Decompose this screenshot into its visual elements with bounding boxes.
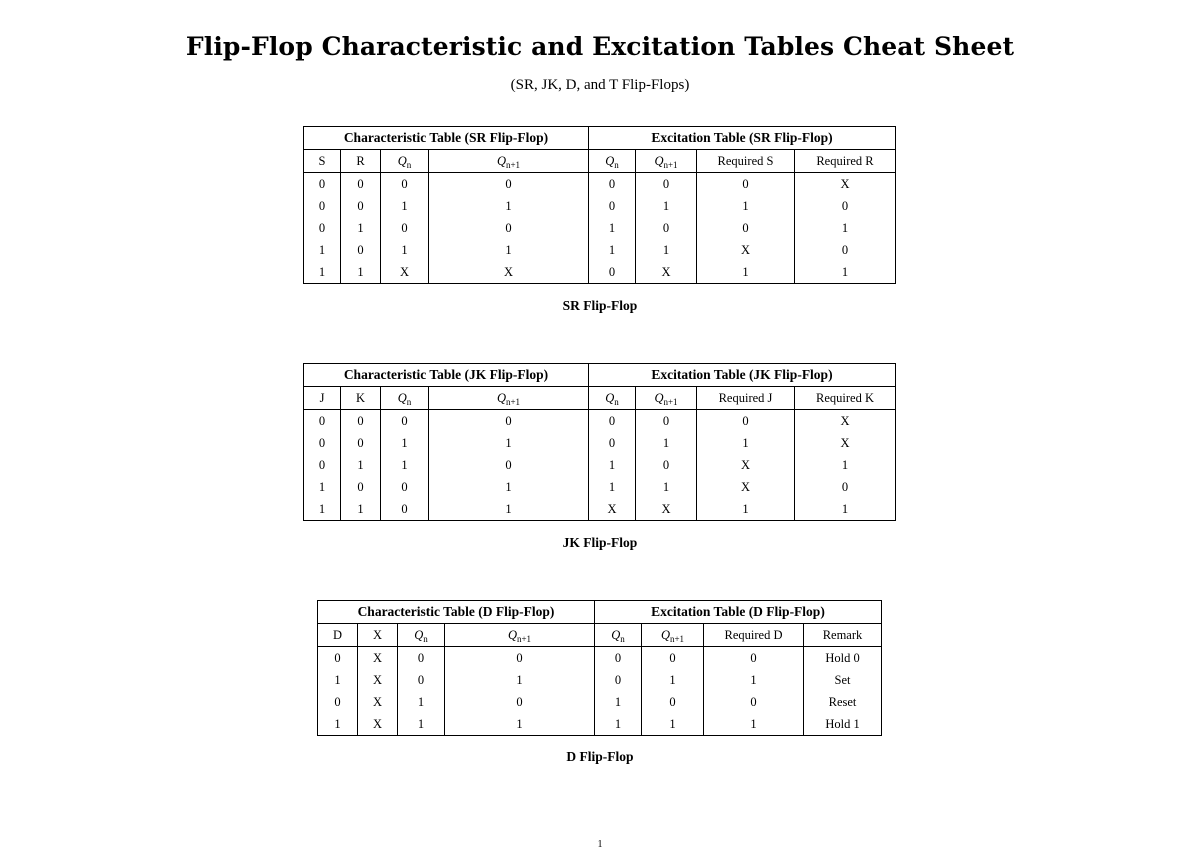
table-cell: 1: [304, 476, 341, 498]
table-cell: 1: [642, 713, 704, 736]
table-cell: 0: [341, 410, 381, 433]
table-cell: 0: [589, 195, 636, 217]
table-cell: 1: [595, 691, 642, 713]
table-cell: 1: [381, 239, 429, 261]
table-cell: 1: [429, 195, 589, 217]
table-cell: 0: [381, 498, 429, 521]
column-header-input-2: X: [358, 624, 398, 647]
sr-flip-flop-table: [303, 126, 896, 284]
table-row: [318, 691, 882, 713]
table-row: [304, 173, 896, 196]
column-header-q-next: $Q_{n+1}$: [642, 624, 704, 647]
table-cell: Set: [804, 669, 882, 691]
table-cell: 1: [398, 713, 445, 736]
table-cell: X: [697, 239, 795, 261]
table-cell: 0: [398, 647, 445, 670]
table-cell: 1: [795, 454, 896, 476]
excitation-table-title: Excitation Table (D Flip-Flop): [595, 601, 882, 624]
table-cell: X: [358, 647, 398, 670]
table-cell: 1: [381, 432, 429, 454]
column-header-input-1: D: [318, 624, 358, 647]
table-cell: 1: [341, 217, 381, 239]
table-row: [304, 498, 896, 521]
characteristic-table-title: Characteristic Table (D Flip-Flop): [318, 601, 595, 624]
table-cell: 1: [318, 713, 358, 736]
table-row: [318, 647, 882, 670]
table-cell: X: [697, 476, 795, 498]
table-cell: 0: [318, 647, 358, 670]
column-header-required-2: Required K: [795, 387, 896, 410]
table-cell: 0: [318, 691, 358, 713]
table-cell: 0: [429, 173, 589, 196]
table-cell: 0: [595, 669, 642, 691]
excitation-table-title: Excitation Table (SR Flip-Flop): [589, 127, 896, 150]
table-cell: 0: [381, 476, 429, 498]
table-cell: X: [381, 261, 429, 284]
table-cell: 0: [429, 410, 589, 433]
table-cell: 1: [445, 713, 595, 736]
table-cell: 0: [341, 432, 381, 454]
excitation-table-title: Excitation Table (JK Flip-Flop): [589, 364, 896, 387]
table-cell: X: [795, 432, 896, 454]
table-cell: 1: [429, 432, 589, 454]
table-cell: 1: [697, 432, 795, 454]
table-cell: X: [636, 261, 697, 284]
table-cell: 0: [697, 217, 795, 239]
table-cell: 1: [595, 713, 642, 736]
table-cell: 0: [795, 476, 896, 498]
column-header-q-n: $Q_n$: [589, 387, 636, 410]
table-row: [304, 410, 896, 433]
table-cell: 1: [429, 498, 589, 521]
column-header-remark: Remark: [804, 624, 882, 647]
table-cell: 0: [795, 239, 896, 261]
table-cell: 0: [429, 454, 589, 476]
page-title: Flip-Flop Characteristic and Excitation Tables Cheat Sheet: [185, 32, 1015, 61]
table-cell: 1: [642, 669, 704, 691]
table-cell: 1: [341, 498, 381, 521]
table-cell: 1: [341, 454, 381, 476]
table-cell: X: [795, 410, 896, 433]
table-cell: 1: [636, 432, 697, 454]
table-row: [304, 432, 896, 454]
table-cell: 1: [636, 195, 697, 217]
table-cell: 1: [697, 261, 795, 284]
table-cell: X: [429, 261, 589, 284]
column-header-required-1: Required S: [697, 150, 795, 173]
table-cell: 0: [341, 239, 381, 261]
table-cell: 1: [398, 691, 445, 713]
table-cell: 1: [795, 261, 896, 284]
table-cell: 0: [304, 195, 341, 217]
table-row: [318, 669, 882, 691]
table-cell: 1: [304, 261, 341, 284]
table-cell: 1: [697, 195, 795, 217]
column-header-required-1: Required D: [704, 624, 804, 647]
table-cell: 0: [341, 173, 381, 196]
column-header-q-n: $Q_n$: [595, 624, 642, 647]
table-cell: 1: [636, 239, 697, 261]
table-row: [304, 217, 896, 239]
table-cell: 0: [341, 476, 381, 498]
table-cell: X: [358, 669, 398, 691]
table-cell: 1: [429, 239, 589, 261]
table-cell: X: [358, 691, 398, 713]
table-cell: 0: [589, 173, 636, 196]
table-cell: 0: [595, 647, 642, 670]
column-header-input-1: S: [304, 150, 341, 173]
column-header-input-2: K: [341, 387, 381, 410]
table-cell: 1: [429, 476, 589, 498]
column-header-q-next: $Q_{n+1}$: [429, 387, 589, 410]
table-row: [304, 454, 896, 476]
table-cell: 0: [642, 647, 704, 670]
column-header-required-2: Required R: [795, 150, 896, 173]
table-cell: 0: [381, 410, 429, 433]
table-cell: 1: [697, 498, 795, 521]
table-cell: Hold 0: [804, 647, 882, 670]
d-table-caption: D Flip-Flop: [566, 749, 634, 764]
column-header-input-2: R: [341, 150, 381, 173]
column-header-q-n: $Q_n$: [398, 624, 445, 647]
table-cell: 1: [318, 669, 358, 691]
table-cell: 1: [795, 498, 896, 521]
table-cell: 1: [304, 498, 341, 521]
table-cell: 1: [589, 476, 636, 498]
column-header-q-n: $Q_n$: [381, 387, 429, 410]
table-cell: 0: [589, 410, 636, 433]
table-cell: 1: [636, 476, 697, 498]
table-cell: 0: [697, 173, 795, 196]
table-cell: 1: [381, 454, 429, 476]
table-cell: 0: [795, 195, 896, 217]
table-cell: 0: [704, 647, 804, 670]
table-cell: 0: [636, 173, 697, 196]
page-number: 1: [597, 839, 603, 850]
table-cell: X: [358, 713, 398, 736]
table-cell: 0: [636, 217, 697, 239]
table-cell: 0: [304, 217, 341, 239]
table-cell: 0: [381, 217, 429, 239]
table-cell: 0: [636, 410, 697, 433]
column-header-input-1: J: [304, 387, 341, 410]
table-row: [304, 195, 896, 217]
table-cell: X: [589, 498, 636, 521]
page-subtitle: (SR, JK, D, and T Flip-Flops): [510, 77, 690, 93]
table-row: [304, 261, 896, 284]
jk-table-caption: JK Flip-Flop: [562, 535, 638, 550]
table-cell: 0: [636, 454, 697, 476]
table-cell: 0: [642, 691, 704, 713]
sr-table-caption: SR Flip-Flop: [562, 298, 638, 313]
table-cell: 0: [589, 261, 636, 284]
d-flip-flop-table: [317, 600, 882, 736]
table-cell: X: [636, 498, 697, 521]
table-cell: 0: [304, 432, 341, 454]
table-cell: 0: [304, 454, 341, 476]
column-header-q-next: $Q_{n+1}$: [636, 387, 697, 410]
jk-flip-flop-table: [303, 363, 896, 521]
column-header-q-n: $Q_n$: [381, 150, 429, 173]
column-header-required-1: Required J: [697, 387, 795, 410]
table-cell: 0: [445, 647, 595, 670]
table-cell: 1: [341, 261, 381, 284]
table-cell: 1: [381, 195, 429, 217]
table-cell: 0: [304, 410, 341, 433]
column-header-q-next: $Q_{n+1}$: [636, 150, 697, 173]
table-cell: 1: [589, 217, 636, 239]
table-cell: 0: [697, 410, 795, 433]
table-cell: 1: [589, 454, 636, 476]
table-cell: 0: [429, 217, 589, 239]
table-cell: 0: [589, 432, 636, 454]
table-cell: 0: [341, 195, 381, 217]
table-cell: 1: [304, 239, 341, 261]
table-cell: 1: [445, 669, 595, 691]
table-cell: Reset: [804, 691, 882, 713]
column-header-q-next: $Q_{n+1}$: [445, 624, 595, 647]
table-cell: 0: [704, 691, 804, 713]
characteristic-table-title: Characteristic Table (JK Flip-Flop): [304, 364, 589, 387]
table-cell: 1: [704, 713, 804, 736]
table-cell: X: [697, 454, 795, 476]
table-cell: 1: [795, 217, 896, 239]
table-row: [318, 713, 882, 736]
table-cell: 0: [304, 173, 341, 196]
table-row: [304, 476, 896, 498]
column-header-q-n: $Q_n$: [589, 150, 636, 173]
table-cell: 0: [398, 669, 445, 691]
table-row: [304, 239, 896, 261]
table-cell: X: [795, 173, 896, 196]
table-cell: 1: [704, 669, 804, 691]
characteristic-table-title: Characteristic Table (SR Flip-Flop): [304, 127, 589, 150]
table-cell: 0: [381, 173, 429, 196]
table-cell: 0: [445, 691, 595, 713]
column-header-q-next: $Q_{n+1}$: [429, 150, 589, 173]
table-cell: 1: [589, 239, 636, 261]
table-cell: Hold 1: [804, 713, 882, 736]
